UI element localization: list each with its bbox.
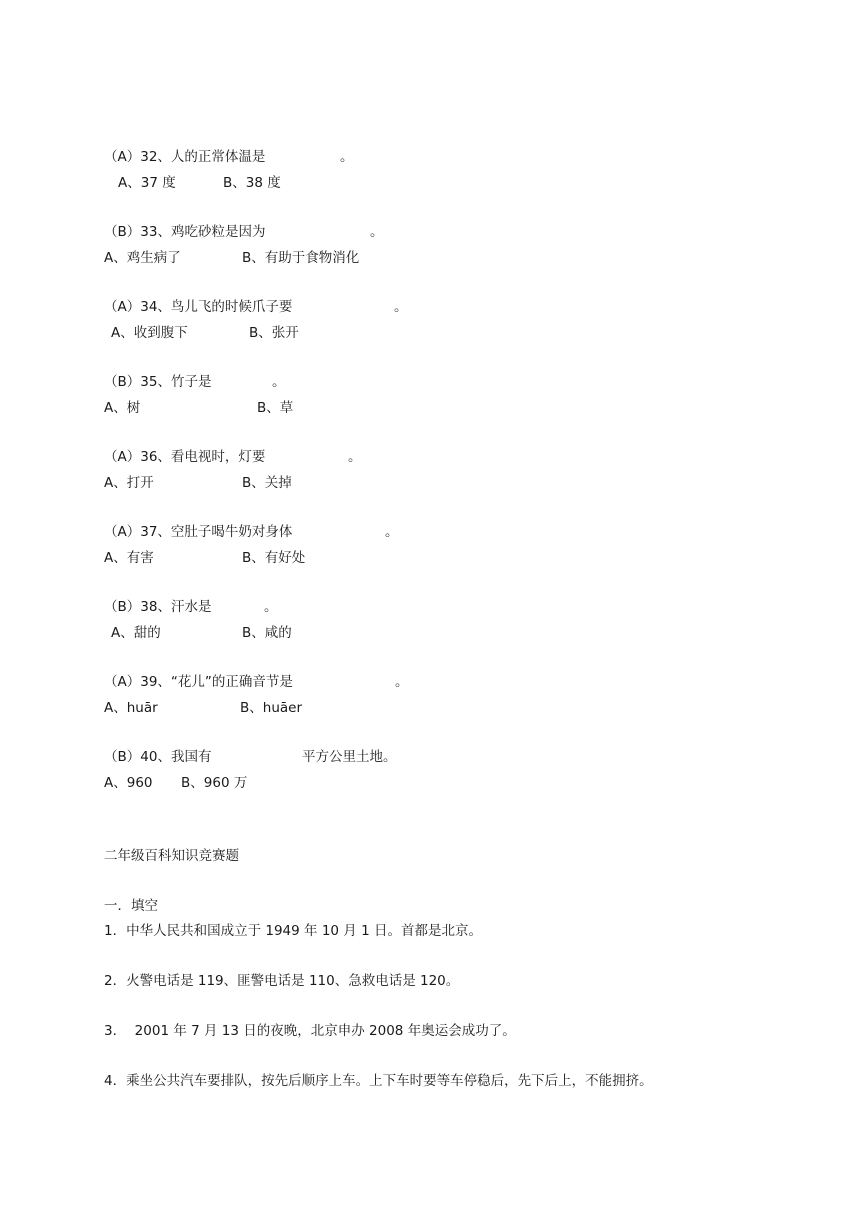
question-end: 。 <box>370 224 384 240</box>
question-end: 。 <box>395 674 409 690</box>
option-b: B、38 度 <box>223 175 281 191</box>
question-stem: （A）36、看电视时，灯要 <box>104 449 266 465</box>
option-a: A、树 <box>104 400 141 416</box>
question-stem: （A）32、人的正常体温是 <box>104 149 266 165</box>
subsection-title: 一．填空 <box>104 898 158 914</box>
question-end: 。 <box>272 374 286 390</box>
question-end: 。 <box>394 299 408 315</box>
fill-item: 3． 2001 年 7 月 13 日的夜晚，北京申办 2008 年奥运会成功了。 <box>104 1023 516 1039</box>
question-end: 。 <box>264 599 278 615</box>
option-a: A、960 <box>104 775 153 791</box>
option-b: B、huāer <box>240 700 303 716</box>
question-stem: （A）34、鸟儿飞的时候爪子要 <box>104 299 293 315</box>
option-a: A、打开 <box>104 475 154 491</box>
question-end: 。 <box>348 449 362 465</box>
section-title: 二年级百科知识竞赛题 <box>104 848 239 864</box>
option-b: B、有助于食物消化 <box>242 250 360 266</box>
question-end: 。 <box>340 149 354 165</box>
option-b: B、有好处 <box>242 550 306 566</box>
question-end: 平方公里土地。 <box>302 749 397 765</box>
question-stem: （A）37、空肚子喝牛奶对身体 <box>104 524 293 540</box>
question-stem: （A）39、“花儿”的正确音节是 <box>104 674 293 690</box>
fill-item: 1．中华人民共和国成立于 1949 年 10 月 1 日。首都是北京。 <box>104 923 482 939</box>
option-b: B、草 <box>257 400 294 416</box>
option-a: A、37 度 <box>118 175 176 191</box>
question-stem: （B）33、鸡吃砂粒是因为 <box>104 224 266 240</box>
option-b: B、960 万 <box>181 775 248 791</box>
option-b: B、咸的 <box>242 625 292 641</box>
question-end: 。 <box>385 524 399 540</box>
question-stem: （B）35、竹子是 <box>104 374 212 390</box>
option-a: A、鸡生病了 <box>104 250 181 266</box>
fill-item: 4．乘坐公共汽车要排队，按先后顺序上车。上下车时要等车停稳后，先下后上，不能拥挤。 <box>104 1073 653 1089</box>
question-stem: （B）38、汗水是 <box>104 599 212 615</box>
question-stem: （B）40、我国有 <box>104 749 212 765</box>
option-a: A、有害 <box>104 550 154 566</box>
option-b: B、关掉 <box>242 475 292 491</box>
option-a: A、甜的 <box>111 625 161 641</box>
option-b: B、张开 <box>249 325 299 341</box>
option-a: A、huār <box>104 700 158 716</box>
fill-item: 2．火警电话是 119、匪警电话是 110、急救电话是 120。 <box>104 973 460 989</box>
option-a: A、收到腹下 <box>111 325 188 341</box>
